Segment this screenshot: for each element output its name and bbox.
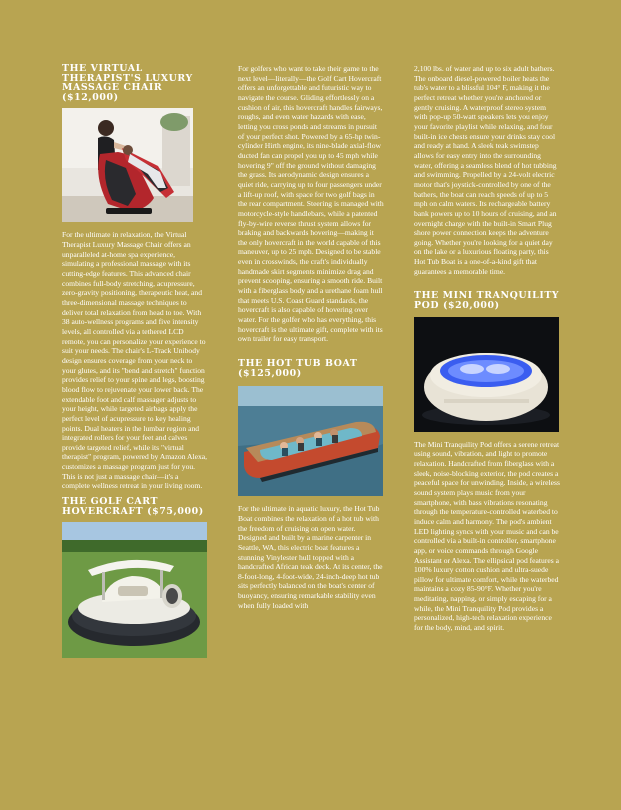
boat-heading: THE HOT TUB BOAT ($125,000) — [238, 358, 358, 379]
pod-heading: THE MINI TRANQUILITY POD ($20,000) — [414, 290, 560, 312]
cart-body: For golfers who want to take their game to the next level—literally—the Golf Cart Hovercraft offers an unforgettable and futuristic way to navigate the course. Gliding effortlessly on a cushion of air, this hovercraft handles fairways, roughs, and even water hazards with ease, letting you cross ponds and streams in pursuit of your perfect shot. Powered by a 65-hp twin-cylinder Hirth engine, its nine-blade axial-flow ducted fan can propel you up to 45 mph while hovering 9" off the ground without damaging the grass. Its aerodynamic design ensures a quiet ride, carrying up to four passengers under a lift-up roof, with space for two golf bags in the rear compartment. Steering is managed with motorcycle-style handlebars, while a patented fly-by-wire reverse thrust system allows for braking and backwards hovering—making it the only hovercraft in the world capable of this maneuver, up to 25 mph. Designed to be stable even in crosswinds, the craft's individually handmade skirt segments minimize drag and prevent scooping, ensuring a smooth ride. Built with a fiberglass body and a urethane foam hull that meets U.S. Coast Guard standards, the hovercraft is also capable of hovering over water. For the golfer who has everything, this hovercraft is the ultimate gift, complete with its own trailer for easy transport. — [238, 64, 384, 344]
hovercraft-photo — [62, 522, 207, 658]
pod-body: The Mini Tranquility Pod offers a serene retreat using sound, vibration, and light to promote relaxation. Handcrafted from fiberglass with a sleek, noise-blocking exterior, the pod creates a peaceful space for unwinding. Inside, a wireless sound system plays music from your smartphone, with bass vibrations resonating through the temperature-controlled waterbed to induce calm and harmony. The pod's ambient LED lighting syncs with your music and can be controlled via a built-in controller, smartphone app, or voice commands through Google Assistant or Alexa. The ellipsical pod features a 100% luxury cotton cushion and ultra-suede pillow for ultimate comfort, while the waterbed maintains a cozy 85-90°F. Whether you're meditating, napping, or simply escaping for a while, the Mini Tranquility Pod provides a personalized, high-tech relaxation experience for the body, mind, and spirit. — [414, 439, 560, 633]
boat-body-part-1: For the ultimate in aquatic luxury, the Hot Tub Boat combines the relaxation of a hot tub with the freedom of cruising on open water. Designed and built by a marine carpenter in Seattle, WA, this electric boat features a stunning Vinylester hull topped with a handcrafted African teak deck. At its center, the 8-foot-long, 4-foot-wide, 24-inch-deep hot tub sits perfectly balanced on the boat's center of buoyancy, ensuring remarkable stability even when fully loaded with — [238, 504, 383, 610]
chair-heading: THE VIRTUAL THERAPIST'S LUXURY MASSAGE CHAIR ($12,000) — [62, 63, 193, 103]
chair-body: For the ultimate in relaxation, the Virtual Therapist Luxury Massage Chair offers an unparalleled at-home spa experience, simulating a professional massage with its cutting-edge features. This advanced chair combines full-body stretching, acupressure, zero-gravity positioning, therapeutic heat, and three-dimensional massage techniques to deliver total relaxation from head to toe. With 38 auto-wellness programs and five intensity levels, all controlled via a tethered LCD remote, you can personalize your experience to suit your needs. The chair's L-Track Unibody design ensures coverage from your neck to your glutes, and its "bend and stretch" function provides relief to your spine and legs, boosting blood flow to rejuvenate your lower back. The extendable foot and calf massager adjusts to your height, while targeted airbags apply the perfect level of acupressure to key healing points. Dual heaters in the lumbar region and integrated rollers for your feet and calves provide targeted relief, while its "virtual therapist" program, powered by Amazon Alexa, customizes a massage program just for you. This is not just a massage chair—it's a complete wellness retreat in your living room. — [62, 230, 208, 491]
tranquility-pod-photo — [414, 317, 559, 432]
column-2 — [238, 64, 384, 610]
hot-tub-boat-photo — [238, 386, 383, 496]
column-3 — [414, 64, 560, 633]
boat-body-part-2: 2,100 lbs. of water and up to six adult bathers. The onboard diesel-powered boiler heats the tub's water to a blissful 104° F, making it the perfect retreat whether you're anchored or gently cruising. A waterproof stereo system with pop-up 50-watt speakers lets you enjoy your favorite playlist while relaxing, and four built-in ice chests ensure your drinks stay cool and ready at hand. A sleek teak swimstep allows for easy entry into the surrounding water, offering a seamless blend of hot tubbing and swimming. Propelled by a 24-volt electric motor that's joystick-controlled by one of the bathers, the boat can reach speeds of up to 5 mph on calm waters. Its rechargeable battery bank powers up to 10 hours of cruising, and an overnight charge with the built-in Smart Plug shore power connection keeps the adventure going. Whether you're looking for a quiet day on the lake or a luxurious floating party, this Hot Tub Boat is a one-of-a-kind gift that guarantees a memorable time. — [414, 64, 557, 276]
massage-chair-photo — [62, 108, 193, 222]
column-1 — [62, 64, 208, 666]
cart-heading: THE GOLF CART HOVERCRAFT ($75,000) — [62, 496, 204, 517]
